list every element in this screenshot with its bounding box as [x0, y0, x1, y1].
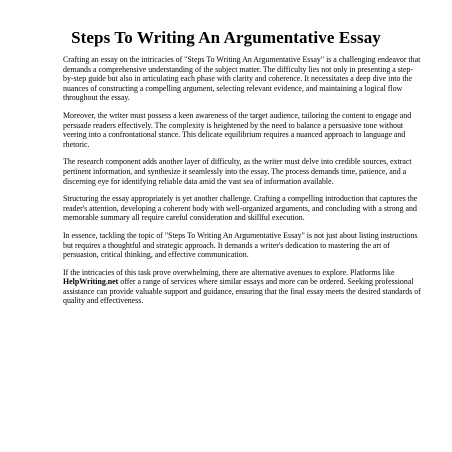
document-body [63, 55, 423, 314]
paragraph-1: Crafting an essay on the intricacies of "Steps To Writing An Argumentative Essay" is a challenging endeavor that demands a comprehensive understanding of the subject matter. The difficulty lies not only in presenting a step-by-step guide but also in articulating each phase with clarity and coherence. It necessitates a deep dive into the nuances of constructing a compelling argument, selecting relevant evidence, and maintaining a logical flow throughout the essay. [63, 55, 421, 103]
paragraph-6-text-before: If the intricacies of this task prove overwhelming, there are alternative avenues to explore. Platforms like [63, 267, 395, 277]
document-title: Steps To Writing An Argumentative Essay [71, 28, 381, 47]
paragraph-5: In essence, tackling the topic of "Steps To Writing An Argumentative Essay" is not just about listing instructions but requires a thoughtful and strategic approach. It demands a writer's dedication to mastering the art of persuasion, critical thinking, and effective communication. [63, 230, 418, 260]
paragraph-4: Structuring the essay appropriately is yet another challenge. Crafting a compelling introduction that captures the reader's attention, developing a coherent body with well-organized arguments, and concluding with a strong and memorable summary all require careful consideration and skillful execution. [63, 194, 418, 223]
paragraph-6-text-after: offer a range of services where similar essays and more can be ordered. Seeking professional assistance can provide valuable support and guidance, ensuring that the final essay meets the desired standards of quality and effectiveness. [63, 277, 421, 306]
helpwriting-link[interactable]: HelpWriting.net [63, 277, 119, 287]
paragraph-3: The research component adds another layer of difficulty, as the writer must delve into credible sources, extract pertinent information, and synthesize it seamlessly into the essay. The process demands time, patience, and a discerning eye for identifying reliable data amid the vast sea of information available. [63, 157, 412, 186]
paragraph-2: Moreover, the writer must possess a keen awareness of the target audience, tailoring the content to engage and persuade readers effectively. The complexity is heightened by the need to balance a persuasive tone without veering into a confrontational stance. This delicate equilibrium requires a nuanced approach to language and rhetoric. [63, 110, 412, 149]
paragraph-6 [63, 268, 423, 306]
